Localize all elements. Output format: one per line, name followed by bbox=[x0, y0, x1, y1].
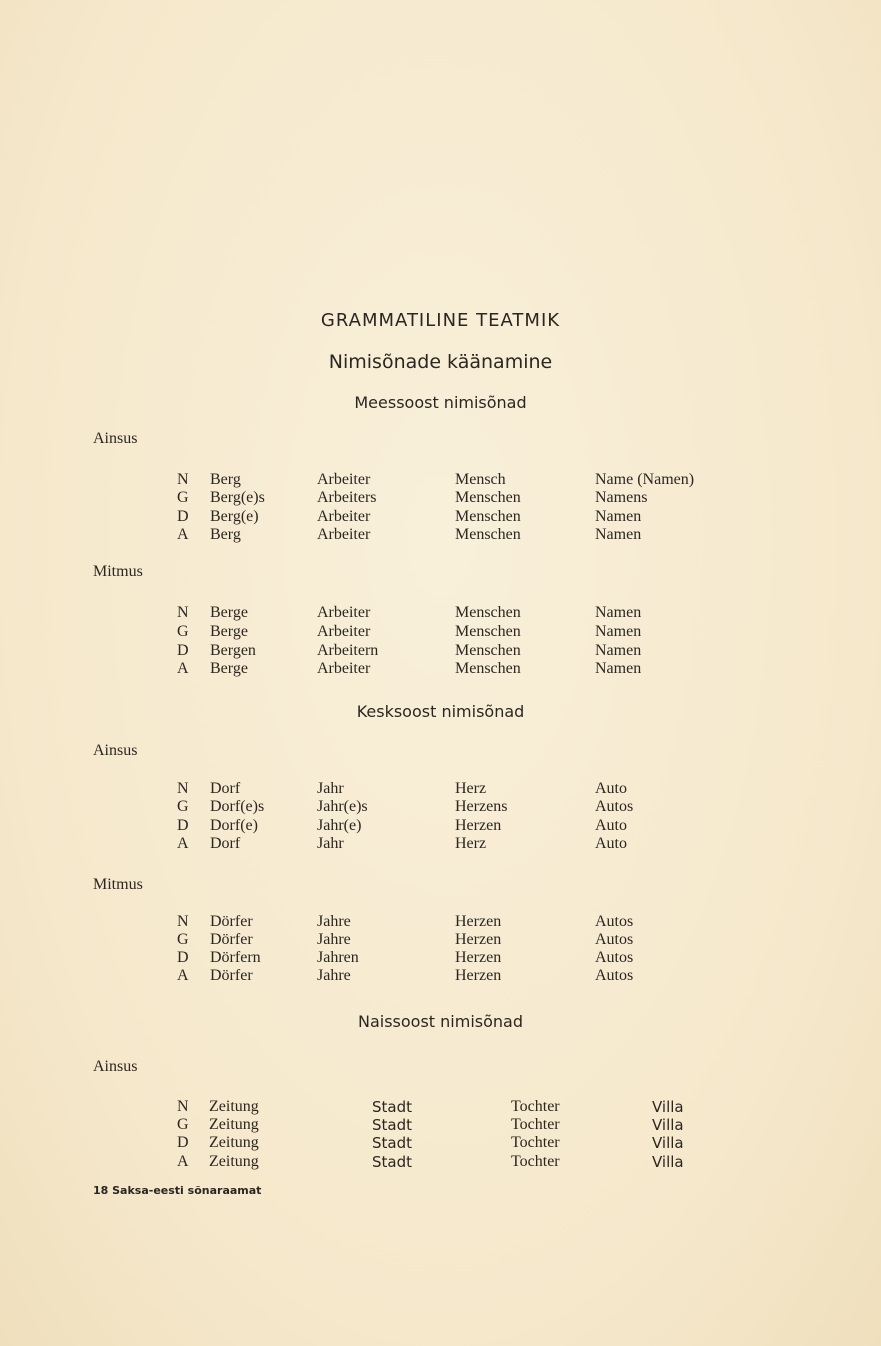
word-cell: Villa bbox=[652, 1116, 684, 1134]
table-row bbox=[0, 798, 881, 816]
table-row bbox=[0, 835, 881, 853]
word-cell: Jahre bbox=[317, 931, 351, 948]
case-label: N bbox=[177, 1098, 189, 1115]
table-row bbox=[0, 660, 881, 678]
singular-label: Ainsus bbox=[93, 742, 138, 759]
table-row bbox=[0, 1153, 881, 1171]
word-cell: Jahre bbox=[317, 967, 351, 984]
word-cell: Arbeiter bbox=[317, 471, 371, 488]
word-cell: Arbeiters bbox=[317, 489, 377, 506]
table-row bbox=[0, 642, 881, 660]
word-cell: Berg(e) bbox=[210, 508, 259, 525]
table-row bbox=[0, 780, 881, 798]
word-cell: Jahr bbox=[317, 780, 344, 797]
word-cell: Herzen bbox=[455, 913, 502, 930]
word-cell: Herzen bbox=[455, 931, 502, 948]
word-cell: Menschen bbox=[455, 508, 521, 525]
table-row bbox=[0, 967, 881, 985]
word-cell: Berg(e)s bbox=[210, 489, 265, 506]
word-cell: Namen bbox=[595, 604, 642, 621]
word-cell: Jahre bbox=[317, 913, 351, 930]
word-cell: Menschen bbox=[455, 526, 521, 543]
word-cell: Dörfer bbox=[210, 967, 253, 984]
word-cell: Menschen bbox=[455, 623, 521, 640]
word-cell: Jahr(e)s bbox=[317, 798, 368, 815]
plural-label: Mitmus bbox=[93, 876, 143, 893]
word-cell: Herzen bbox=[455, 817, 502, 834]
case-label: N bbox=[177, 913, 189, 930]
word-cell: Namen bbox=[595, 623, 642, 640]
word-cell: Herzen bbox=[455, 967, 502, 984]
word-cell: Dörfer bbox=[210, 931, 253, 948]
table-row bbox=[0, 931, 881, 949]
page-title: GRAMMATILINE TEATMIK bbox=[320, 310, 561, 331]
word-cell: Villa bbox=[652, 1153, 684, 1171]
word-cell: Name (Namen) bbox=[595, 471, 695, 488]
word-cell: Berge bbox=[210, 623, 248, 640]
table-row bbox=[0, 508, 881, 526]
table-row bbox=[0, 526, 881, 544]
word-cell: Auto bbox=[595, 817, 627, 834]
word-cell: Menschen bbox=[455, 489, 521, 506]
word-cell: Tochter bbox=[511, 1153, 560, 1170]
word-cell: Jahren bbox=[317, 949, 359, 966]
word-cell: Menschen bbox=[455, 660, 521, 677]
table-row bbox=[0, 913, 881, 931]
word-cell: Stadt bbox=[372, 1134, 412, 1152]
word-cell: Menschen bbox=[455, 604, 521, 621]
word-cell: Zeitung bbox=[209, 1134, 259, 1151]
case-label: N bbox=[177, 780, 189, 797]
word-cell: Arbeiter bbox=[317, 660, 371, 677]
word-cell: Zeitung bbox=[209, 1098, 259, 1115]
word-cell: Dorf(e) bbox=[210, 817, 258, 834]
word-cell: Arbeiter bbox=[317, 623, 371, 640]
word-cell: Arbeiter bbox=[317, 508, 371, 525]
word-cell: Arbeiter bbox=[317, 526, 371, 543]
table-row bbox=[0, 817, 881, 835]
case-label: G bbox=[177, 623, 189, 640]
page-footer: 18 Saksa-eesti sõnaraamat bbox=[93, 1184, 262, 1197]
singular-label: Ainsus bbox=[93, 430, 138, 447]
word-cell: Menschen bbox=[455, 642, 521, 659]
word-cell: Zeitung bbox=[209, 1116, 259, 1133]
word-cell: Auto bbox=[595, 835, 627, 852]
word-cell: Jahr bbox=[317, 835, 344, 852]
word-cell: Stadt bbox=[372, 1153, 412, 1171]
table-row bbox=[0, 471, 881, 489]
case-label: D bbox=[177, 508, 189, 525]
section-heading-neuter: Kesksoost nimisõnad bbox=[356, 702, 525, 721]
word-cell: Berg bbox=[210, 526, 241, 543]
case-label: A bbox=[177, 835, 189, 852]
word-cell: Berge bbox=[210, 604, 248, 621]
word-cell: Arbeiter bbox=[317, 604, 371, 621]
word-cell: Tochter bbox=[511, 1116, 560, 1133]
case-label: G bbox=[177, 798, 189, 815]
table-row bbox=[0, 949, 881, 967]
case-label: D bbox=[177, 1134, 189, 1151]
word-cell: Dorf bbox=[210, 780, 241, 797]
word-cell: Autos bbox=[595, 798, 634, 815]
word-cell: Autos bbox=[595, 931, 634, 948]
word-cell: Dorf(e)s bbox=[210, 798, 265, 815]
word-cell: Berg bbox=[210, 471, 241, 488]
plural-label: Mitmus bbox=[93, 563, 143, 580]
word-cell: Autos bbox=[595, 913, 634, 930]
case-label: N bbox=[177, 471, 189, 488]
section-heading-masculine: Meessoost nimisõnad bbox=[354, 393, 527, 412]
word-cell: Tochter bbox=[511, 1098, 560, 1115]
table-row bbox=[0, 1134, 881, 1152]
table-row bbox=[0, 604, 881, 622]
word-cell: Namen bbox=[595, 508, 642, 525]
word-cell: Zeitung bbox=[209, 1153, 259, 1170]
table-row bbox=[0, 489, 881, 507]
case-label: D bbox=[177, 817, 189, 834]
word-cell: Herzen bbox=[455, 949, 502, 966]
case-label: D bbox=[177, 642, 189, 659]
word-cell: Auto bbox=[595, 780, 627, 797]
table-row bbox=[0, 1098, 881, 1116]
word-cell: Stadt bbox=[372, 1098, 412, 1116]
word-cell: Mensch bbox=[455, 471, 506, 488]
word-cell: Berge bbox=[210, 660, 248, 677]
word-cell: Villa bbox=[652, 1098, 684, 1116]
word-cell: Dörfer bbox=[210, 913, 253, 930]
word-cell: Namen bbox=[595, 660, 642, 677]
word-cell: Stadt bbox=[372, 1116, 412, 1134]
word-cell: Autos bbox=[595, 967, 634, 984]
case-label: A bbox=[177, 660, 189, 677]
word-cell: Tochter bbox=[511, 1134, 560, 1151]
word-cell: Namens bbox=[595, 489, 648, 506]
case-label: A bbox=[177, 526, 189, 543]
section-heading-feminine: Naissoost nimisõnad bbox=[357, 1012, 523, 1031]
word-cell: Bergen bbox=[210, 642, 256, 659]
word-cell: Arbeitern bbox=[317, 642, 379, 659]
word-cell: Herz bbox=[455, 835, 487, 852]
table-row bbox=[0, 623, 881, 641]
case-label: G bbox=[177, 489, 189, 506]
table-row bbox=[0, 1116, 881, 1134]
word-cell: Dörfern bbox=[210, 949, 261, 966]
word-cell: Dorf bbox=[210, 835, 241, 852]
case-label: N bbox=[177, 604, 189, 621]
page-subtitle: Nimisõnade käänamine bbox=[328, 351, 553, 373]
case-label: A bbox=[177, 1153, 189, 1170]
word-cell: Namen bbox=[595, 642, 642, 659]
case-label: G bbox=[177, 1116, 189, 1133]
case-label: A bbox=[177, 967, 189, 984]
word-cell: Jahr(e) bbox=[317, 817, 362, 834]
case-label: G bbox=[177, 931, 189, 948]
word-cell: Villa bbox=[652, 1134, 684, 1152]
case-label: D bbox=[177, 949, 189, 966]
singular-label: Ainsus bbox=[93, 1058, 138, 1075]
word-cell: Herz bbox=[455, 780, 487, 797]
word-cell: Autos bbox=[595, 949, 634, 966]
word-cell: Herzens bbox=[455, 798, 508, 815]
word-cell: Namen bbox=[595, 526, 642, 543]
